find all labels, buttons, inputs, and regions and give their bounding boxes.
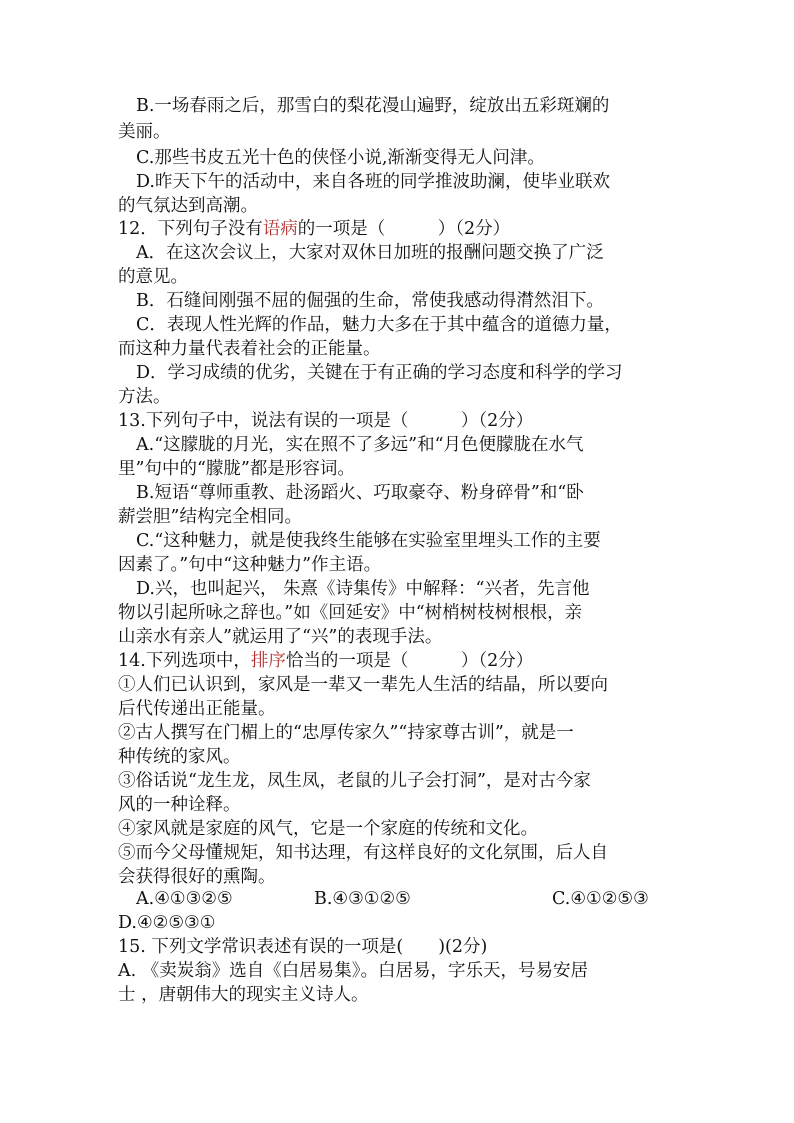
q12-option-c-line2: 而这种力量代表着社会的正能量。	[118, 339, 381, 359]
q13-option-c-line2: 因素了。”句中“这种魅力”作主语。	[118, 555, 382, 575]
q13-option-d-line2: 物以引起所咏之辞也。”如《回延安》中“树梢树枝树根根，亲	[118, 603, 583, 623]
q15-option-a-line1: A. 《卖炭翁》选自《白居易集》。白居易，字乐天，号易安居	[118, 961, 589, 981]
q13-option-b-line1: B.短语“尊师重教、赴汤蹈火、巧取豪夺、粉身碎骨”和“卧	[136, 483, 584, 503]
q13-option-c-line1: C.“这种魅力，就是使我终生能够在实验室里埋头工作的主要	[136, 531, 601, 551]
q14-option-c: C.④①②⑤③	[552, 889, 649, 909]
q12-option-a-line2: 的意见。	[118, 267, 188, 287]
q14-option-d: D.④②⑤③①	[118, 913, 216, 933]
q12-stem-post: 的一项是（ ）（2分）	[297, 219, 511, 239]
q15-stem: 15. 下列文学常识表述有误的一项是( )(2分)	[118, 937, 488, 957]
q14-sentence-5-line1: ⑤而今父母懂规矩，知书达理，有这样良好的文化氛围，后人自	[118, 843, 608, 863]
q11-option-d-line1: D.昨天下午的活动中，来自各班的同学推波助澜，使毕业联欢	[136, 172, 610, 192]
q14-stem-highlight: 排序	[250, 651, 286, 671]
q14-option-a: A.④①③②⑤	[136, 889, 233, 909]
q11-option-b-line2: 美丽。	[118, 122, 171, 142]
q13-stem: 13.下列句子中，说法有误的一项是（ ）（2分）	[118, 411, 534, 431]
q14-stem	[118, 649, 533, 673]
q13-option-a-line2: 里”句中的“朦胧”都是形容词。	[118, 459, 355, 479]
q13-option-d-line1: D.兴，也叫起兴， 朱熹《诗集传》中解释：“兴者，先言他	[136, 579, 590, 599]
q14-sentence-3-line1: ③俗话说“龙生龙，凤生凤，老鼠的儿子会打洞”，是对古今家	[118, 771, 591, 791]
q12-option-c-line1: C．表现人性光辉的作品，魅力大多在于其中蕴含的道德力量，	[136, 315, 622, 335]
q14-options-row	[118, 887, 678, 911]
q12-option-d-line1: D．学习成绩的优劣，关键在于有正确的学习态度和科学的学习	[136, 363, 623, 383]
q14-stem-post: 恰当的一项是（ ）（2分）	[285, 651, 534, 671]
q11-option-c: C.那些书皮五光十色的侠怪小说,渐渐变得无人问津。	[136, 148, 545, 168]
q12-stem-pre: 12．下列句子没有	[118, 219, 263, 239]
q14-sentence-1-line2: 后代传递出正能量。	[118, 699, 276, 719]
q12-stem-highlight: 语病	[262, 219, 298, 239]
q12-option-a-line1: A．在这次会议上，大家对双休日加班的报酬问题交换了广泛	[136, 243, 604, 263]
q13-option-b-line2: 薪尝胆”结构完全相同。	[118, 507, 302, 527]
q14-stem-pre: 14.下列选项中，	[118, 651, 251, 671]
q11-option-b-line1: B.一场春雨之后，那雪白的梨花漫山遍野，绽放出五彩斑斓的	[136, 96, 610, 116]
q14-sentence-2-line1: ②古人撰写在门楣上的“忠厚传家久”“持家尊古训”，就是一	[118, 723, 574, 743]
q14-option-b: B.④③①②⑤	[314, 889, 411, 909]
q13-option-a-line1: A.“这朦胧的月光，实在照不了多远”和“月色便朦胧在水气	[136, 435, 584, 455]
q14-sentence-2-line2: 种传统的家风。	[118, 747, 241, 767]
q15-option-a-line2: 士 ，唐朝伟大的现实主义诗人。	[118, 985, 369, 1005]
q14-sentence-4: ④家风就是家庭的风气，它是一个家庭的传统和文化。	[118, 819, 538, 839]
q12-option-d-line2: 方法。	[118, 387, 171, 407]
q14-sentence-1-line1: ①人们已认识到，家风是一辈又一辈先人生活的结晶，所以要向	[118, 675, 608, 695]
q11-option-d-line2: 的气氛达到高潮。	[118, 196, 258, 216]
q13-option-d-line3: 山亲水有亲人”就运用了“兴”的表现手法。	[118, 627, 443, 647]
q12-stem	[118, 217, 510, 241]
q14-sentence-5-line2: 会获得很好的熏陶。	[118, 867, 276, 887]
q14-sentence-3-line2: 风的一种诠释。	[118, 795, 241, 815]
q12-option-b: B．石缝间刚强不屈的倔强的生命，常使我感动得潸然泪下。	[136, 291, 604, 311]
